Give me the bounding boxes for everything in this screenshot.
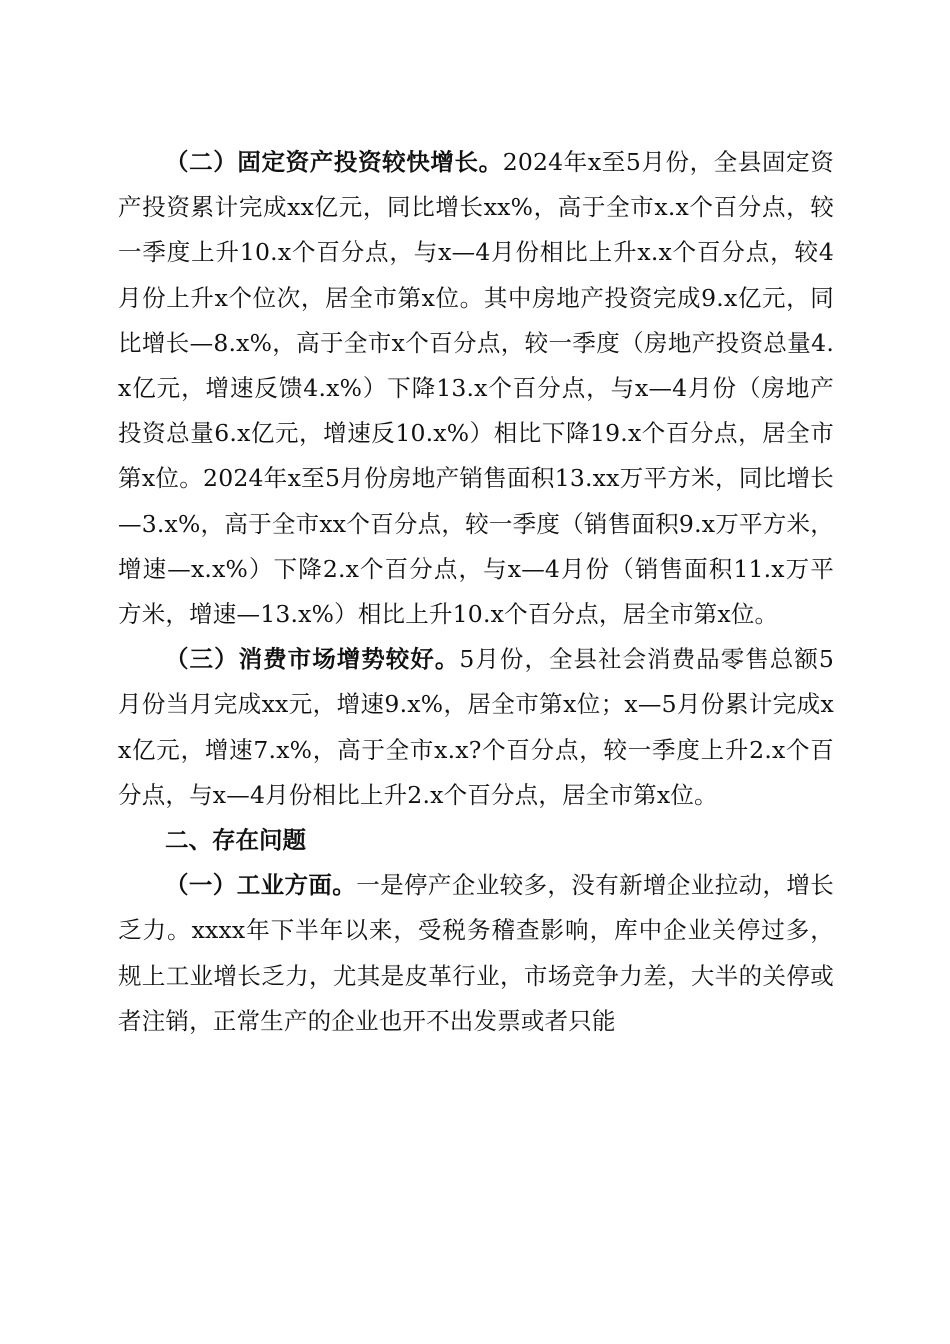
- section-heading-problems: 二、存在问题: [165, 826, 306, 855]
- paragraph-body: 2024年x至5月份，全县固定资产投资累计完成xx亿元，同比增长xx%，高于全市x.x个百分点，较一季度上升10.x个百分点，与x—4月份相比上升x.x个百分点，较4月份上升x个位次，居全市第x位。其中房地产投资完成9.x亿元，同比增长—8.x%，高于全市x个百分点，较一季度（房地产投资总量4.x亿元，增速反馈4.x%）下降13.x个百分点，与x—4月份（房地产投资总量6.x亿元，增速反10.x%）相比下降19.x个百分点，居全市第x位。2024年x至5月份房地产销售面积13.xx万平方米，同比增长—3.x%，高于全市xx个百分点，较一季度（销售面积9.x万平方米，增速—x.x%）下降2.x个百分点，与x—4月份（销售面积11.x万平方米，增速—13.x%）相比上升10.x个百分点，居全市第x位。: [118, 148, 834, 629]
- paragraph-body: 5月份，全县社会消费品零售总额5月份当月完成xx元，增速9.x%，居全市第x位；x—5月份累计完成xx亿元，增速7.x%，高于全市x.x?个百分点，较一季度上升2.x个百分点，与x—4月份相比上升2.x个百分点，居全市第x位。: [118, 645, 834, 809]
- paragraph-lead: （三）消费市场增势较好。: [165, 645, 460, 674]
- paragraph-body: 一是停产企业较多，没有新增企业拉动，增长乏力。xxxx年下半年以来，受税务稽查影响，库中企业关停过多，规上工业增长乏力，尤其是皮革行业，市场竞争力差，大半的关停或者注销，正常生产的企业也开不出发票或者只能: [118, 871, 834, 1035]
- paragraph-lead: （一）工业方面。: [165, 871, 357, 900]
- document-page: [118, 140, 834, 1044]
- paragraph-lead: （二）固定资产投资较快增长。: [165, 148, 503, 176]
- paragraph-consumption: [118, 637, 834, 818]
- paragraph-industry: [118, 863, 834, 1044]
- paragraph-fixed-investment: [118, 140, 834, 637]
